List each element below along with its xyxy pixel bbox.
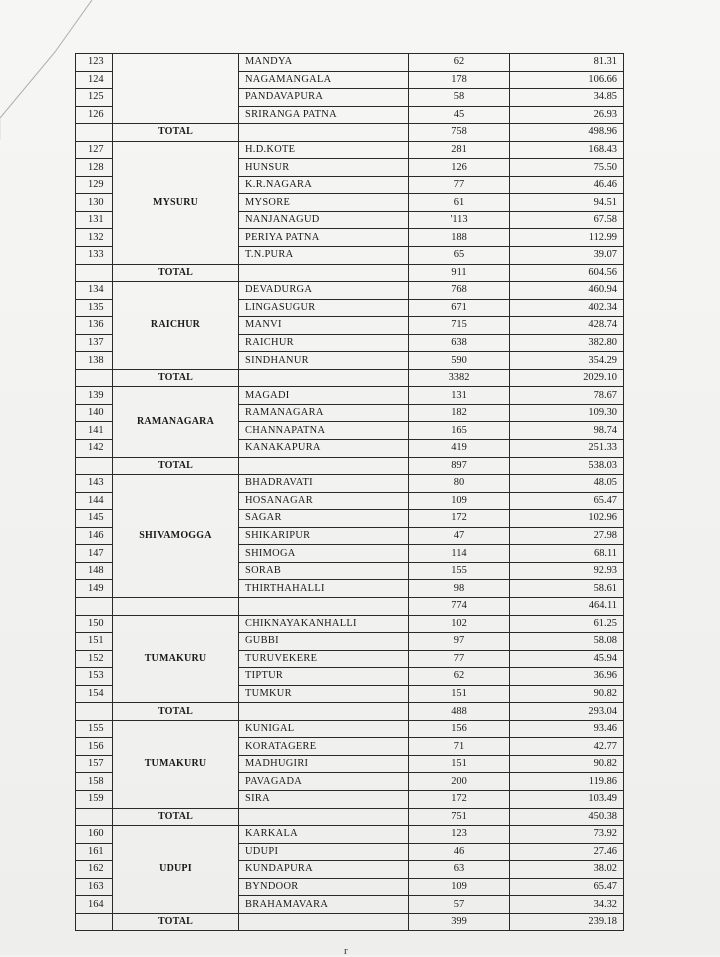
count-cell: 715 (409, 317, 510, 335)
empty-cell (239, 913, 409, 931)
count-cell: 62 (409, 668, 510, 686)
empty-cell (239, 597, 409, 615)
taluk-name-cell: MYSORE (239, 194, 409, 212)
amount-cell: 26.93 (510, 106, 624, 124)
total-row (76, 597, 624, 615)
taluk-name-cell: BHADRAVATI (239, 475, 409, 493)
count-cell: 638 (409, 334, 510, 352)
serial-number-cell: 154 (76, 685, 113, 703)
district-name: TUMAKURU (144, 758, 207, 770)
serial-number-cell: 137 (76, 334, 113, 352)
count-cell: 151 (409, 755, 510, 773)
empty-cell (239, 264, 409, 282)
amount-cell: 58.61 (510, 580, 624, 598)
serial-number-cell: 144 (76, 492, 113, 510)
taluk-name-cell: RAMANAGARA (239, 404, 409, 422)
total-label: TOTAL (113, 703, 239, 721)
count-cell: 590 (409, 352, 510, 370)
count-cell: 182 (409, 404, 510, 422)
district-cell (113, 54, 239, 124)
total-row (76, 913, 624, 931)
page-number: r (344, 945, 348, 957)
total-label: TOTAL (113, 369, 239, 387)
amount-cell: 27.98 (510, 527, 624, 545)
table-row (76, 475, 624, 493)
serial-number-cell: 138 (76, 352, 113, 370)
amount-cell: 67.58 (510, 211, 624, 229)
taluk-name-cell: MAGADI (239, 387, 409, 405)
count-cell: 165 (409, 422, 510, 440)
count-cell: 45 (409, 106, 510, 124)
amount-cell: 61.25 (510, 615, 624, 633)
count-cell: 156 (409, 720, 510, 738)
amount-cell: 73.92 (510, 826, 624, 844)
table-row (76, 282, 624, 300)
taluk-data-table (75, 53, 624, 931)
count-cell: 58 (409, 89, 510, 107)
count-cell: 151 (409, 685, 510, 703)
count-cell: 281 (409, 141, 510, 159)
total-row (76, 264, 624, 282)
serial-number-cell: 160 (76, 826, 113, 844)
serial-number-cell: 158 (76, 773, 113, 791)
taluk-name-cell: T.N.PURA (239, 247, 409, 265)
serial-number-cell: 146 (76, 527, 113, 545)
serial-number-cell: 134 (76, 282, 113, 300)
total-row (76, 808, 624, 826)
count-cell: 102 (409, 615, 510, 633)
total-amount-cell: 2029.10 (510, 369, 624, 387)
serial-number-cell: 164 (76, 896, 113, 914)
serial-number-cell: 124 (76, 71, 113, 89)
taluk-name-cell: KUNIGAL (239, 720, 409, 738)
empty-cell (239, 808, 409, 826)
total-row (76, 703, 624, 721)
taluk-name-cell: NANJANAGUD (239, 211, 409, 229)
serial-number-cell: 123 (76, 54, 113, 72)
serial-number-cell: 130 (76, 194, 113, 212)
serial-number-cell: 142 (76, 440, 113, 458)
serial-number-cell: 141 (76, 422, 113, 440)
district-name: RAICHUR (150, 319, 201, 331)
count-cell: 155 (409, 562, 510, 580)
district-name: TUMAKURU (144, 652, 207, 664)
table-body (76, 54, 624, 931)
total-label (113, 597, 239, 615)
table-row (76, 387, 624, 405)
count-cell: 131 (409, 387, 510, 405)
serial-number-cell: 159 (76, 790, 113, 808)
district-cell (113, 720, 239, 808)
district-cell (113, 826, 239, 914)
total-amount-cell: 450.38 (510, 808, 624, 826)
count-cell: 47 (409, 527, 510, 545)
taluk-name-cell: SORAB (239, 562, 409, 580)
serial-number-cell: 145 (76, 510, 113, 528)
count-cell: 188 (409, 229, 510, 247)
table-row (76, 54, 624, 72)
empty-cell (76, 457, 113, 475)
taluk-name-cell: THIRTHAHALLI (239, 580, 409, 598)
amount-cell: 93.46 (510, 720, 624, 738)
amount-cell: 92.93 (510, 562, 624, 580)
amount-cell: 42.77 (510, 738, 624, 756)
taluk-name-cell: H.D.KOTE (239, 141, 409, 159)
taluk-name-cell: KORATAGERE (239, 738, 409, 756)
amount-cell: 27.46 (510, 843, 624, 861)
taluk-name-cell: SAGAR (239, 510, 409, 528)
taluk-name-cell: UDUPI (239, 843, 409, 861)
amount-cell: 34.85 (510, 89, 624, 107)
district-name: UDUPI (159, 863, 192, 875)
amount-cell: 39.07 (510, 247, 624, 265)
taluk-name-cell: KANAKAPURA (239, 440, 409, 458)
taluk-name-cell: NAGAMANGALA (239, 71, 409, 89)
amount-cell: 460.94 (510, 282, 624, 300)
total-amount-cell: 604.56 (510, 264, 624, 282)
table-row (76, 720, 624, 738)
amount-cell: 38.02 (510, 861, 624, 879)
taluk-name-cell: BYNDOOR (239, 878, 409, 896)
district-cell (113, 282, 239, 370)
taluk-name-cell: GUBBI (239, 633, 409, 651)
empty-cell (76, 913, 113, 931)
count-cell: 98 (409, 580, 510, 598)
count-cell: 65 (409, 247, 510, 265)
empty-cell (76, 703, 113, 721)
count-cell: 419 (409, 440, 510, 458)
serial-number-cell: 157 (76, 755, 113, 773)
empty-cell (76, 808, 113, 826)
amount-cell: 428.74 (510, 317, 624, 335)
total-count-cell: 751 (409, 808, 510, 826)
taluk-name-cell: KARKALA (239, 826, 409, 844)
serial-number-cell: 127 (76, 141, 113, 159)
total-label: TOTAL (113, 264, 239, 282)
count-cell: 57 (409, 896, 510, 914)
district-name: MYSURU (152, 196, 199, 208)
amount-cell: 34.32 (510, 896, 624, 914)
count-cell: 123 (409, 826, 510, 844)
taluk-name-cell: BRAHAMAVARA (239, 896, 409, 914)
district-cell (113, 475, 239, 598)
serial-number-cell: 131 (76, 211, 113, 229)
serial-number-cell: 152 (76, 650, 113, 668)
taluk-name-cell: DEVADURGA (239, 282, 409, 300)
total-label: TOTAL (113, 124, 239, 142)
taluk-name-cell: RAICHUR (239, 334, 409, 352)
serial-number-cell: 155 (76, 720, 113, 738)
amount-cell: 65.47 (510, 878, 624, 896)
taluk-name-cell: SRIRANGA PATNA (239, 106, 409, 124)
total-row (76, 124, 624, 142)
taluk-name-cell: PERIYA PATNA (239, 229, 409, 247)
district-cell (113, 387, 239, 457)
taluk-name-cell: MANDYA (239, 54, 409, 72)
table-row (76, 141, 624, 159)
amount-cell: 402.34 (510, 299, 624, 317)
count-cell: '113 (409, 211, 510, 229)
taluk-name-cell: SINDHANUR (239, 352, 409, 370)
amount-cell: 112.99 (510, 229, 624, 247)
amount-cell: 46.46 (510, 176, 624, 194)
serial-number-cell: 125 (76, 89, 113, 107)
serial-number-cell: 129 (76, 176, 113, 194)
serial-number-cell: 128 (76, 159, 113, 177)
count-cell: 77 (409, 176, 510, 194)
count-cell: 71 (409, 738, 510, 756)
count-cell: 62 (409, 54, 510, 72)
amount-cell: 45.94 (510, 650, 624, 668)
total-count-cell: 758 (409, 124, 510, 142)
taluk-name-cell: SHIKARIPUR (239, 527, 409, 545)
serial-number-cell: 143 (76, 475, 113, 493)
count-cell: 671 (409, 299, 510, 317)
total-label: TOTAL (113, 457, 239, 475)
amount-cell: 168.43 (510, 141, 624, 159)
district-cell (113, 141, 239, 264)
amount-cell: 354.29 (510, 352, 624, 370)
count-cell: 80 (409, 475, 510, 493)
amount-cell: 102.96 (510, 510, 624, 528)
amount-cell: 81.31 (510, 54, 624, 72)
amount-cell: 106.66 (510, 71, 624, 89)
count-cell: 97 (409, 633, 510, 651)
total-count-cell: 897 (409, 457, 510, 475)
district-name: SHIVAMOGGA (139, 530, 212, 542)
count-cell: 61 (409, 194, 510, 212)
serial-number-cell: 132 (76, 229, 113, 247)
taluk-name-cell: CHIKNAYAKANHALLI (239, 615, 409, 633)
table-row (76, 615, 624, 633)
amount-cell: 58.08 (510, 633, 624, 651)
table-row (76, 826, 624, 844)
serial-number-cell: 150 (76, 615, 113, 633)
total-row (76, 457, 624, 475)
amount-cell: 68.11 (510, 545, 624, 563)
amount-cell: 90.82 (510, 685, 624, 703)
count-cell: 109 (409, 492, 510, 510)
serial-number-cell: 136 (76, 317, 113, 335)
total-label: TOTAL (113, 913, 239, 931)
taluk-name-cell: PANDAVAPURA (239, 89, 409, 107)
count-cell: 768 (409, 282, 510, 300)
count-cell: 63 (409, 861, 510, 879)
count-cell: 77 (409, 650, 510, 668)
serial-number-cell: 151 (76, 633, 113, 651)
total-amount-cell: 538.03 (510, 457, 624, 475)
taluk-name-cell: MADHUGIRI (239, 755, 409, 773)
amount-cell: 119.86 (510, 773, 624, 791)
amount-cell: 109.30 (510, 404, 624, 422)
empty-cell (239, 124, 409, 142)
amount-cell: 65.47 (510, 492, 624, 510)
district-name: RAMANAGARA (137, 415, 214, 427)
empty-cell (76, 264, 113, 282)
total-row (76, 369, 624, 387)
total-amount-cell: 239.18 (510, 913, 624, 931)
count-cell: 172 (409, 790, 510, 808)
total-amount-cell: 498.96 (510, 124, 624, 142)
total-amount-cell: 293.04 (510, 703, 624, 721)
empty-cell (76, 597, 113, 615)
taluk-name-cell: LINGASUGUR (239, 299, 409, 317)
serial-number-cell: 135 (76, 299, 113, 317)
taluk-name-cell: CHANNAPATNA (239, 422, 409, 440)
serial-number-cell: 140 (76, 404, 113, 422)
total-count-cell: 774 (409, 597, 510, 615)
amount-cell: 78.67 (510, 387, 624, 405)
taluk-name-cell: PAVAGADA (239, 773, 409, 791)
empty-cell (76, 369, 113, 387)
empty-cell (239, 703, 409, 721)
amount-cell: 36.96 (510, 668, 624, 686)
total-count-cell: 488 (409, 703, 510, 721)
count-cell: 172 (409, 510, 510, 528)
district-cell (113, 615, 239, 703)
serial-number-cell: 147 (76, 545, 113, 563)
taluk-name-cell: TURUVEKERE (239, 650, 409, 668)
amount-cell: 94.51 (510, 194, 624, 212)
taluk-name-cell: HOSANAGAR (239, 492, 409, 510)
serial-number-cell: 133 (76, 247, 113, 265)
count-cell: 126 (409, 159, 510, 177)
serial-number-cell: 126 (76, 106, 113, 124)
serial-number-cell: 156 (76, 738, 113, 756)
amount-cell: 103.49 (510, 790, 624, 808)
taluk-name-cell: MANVI (239, 317, 409, 335)
serial-number-cell: 139 (76, 387, 113, 405)
serial-number-cell: 162 (76, 861, 113, 879)
total-count-cell: 911 (409, 264, 510, 282)
count-cell: 109 (409, 878, 510, 896)
serial-number-cell: 148 (76, 562, 113, 580)
count-cell: 200 (409, 773, 510, 791)
serial-number-cell: 153 (76, 668, 113, 686)
count-cell: 178 (409, 71, 510, 89)
serial-number-cell: 149 (76, 580, 113, 598)
total-label: TOTAL (113, 808, 239, 826)
serial-number-cell: 161 (76, 843, 113, 861)
count-cell: 46 (409, 843, 510, 861)
taluk-name-cell: KUNDAPURA (239, 861, 409, 879)
taluk-name-cell: K.R.NAGARA (239, 176, 409, 194)
taluk-name-cell: HUNSUR (239, 159, 409, 177)
amount-cell: 48.05 (510, 475, 624, 493)
amount-cell: 90.82 (510, 755, 624, 773)
taluk-name-cell: SHIMOGA (239, 545, 409, 563)
amount-cell: 251.33 (510, 440, 624, 458)
serial-number-cell: 163 (76, 878, 113, 896)
taluk-name-cell: TIPTUR (239, 668, 409, 686)
empty-cell (239, 457, 409, 475)
amount-cell: 382.80 (510, 334, 624, 352)
count-cell: 114 (409, 545, 510, 563)
amount-cell: 75.50 (510, 159, 624, 177)
total-amount-cell: 464.11 (510, 597, 624, 615)
empty-cell (76, 124, 113, 142)
total-count-cell: 399 (409, 913, 510, 931)
amount-cell: 98.74 (510, 422, 624, 440)
taluk-name-cell: TUMKUR (239, 685, 409, 703)
empty-cell (239, 369, 409, 387)
total-count-cell: 3382 (409, 369, 510, 387)
taluk-name-cell: SIRA (239, 790, 409, 808)
